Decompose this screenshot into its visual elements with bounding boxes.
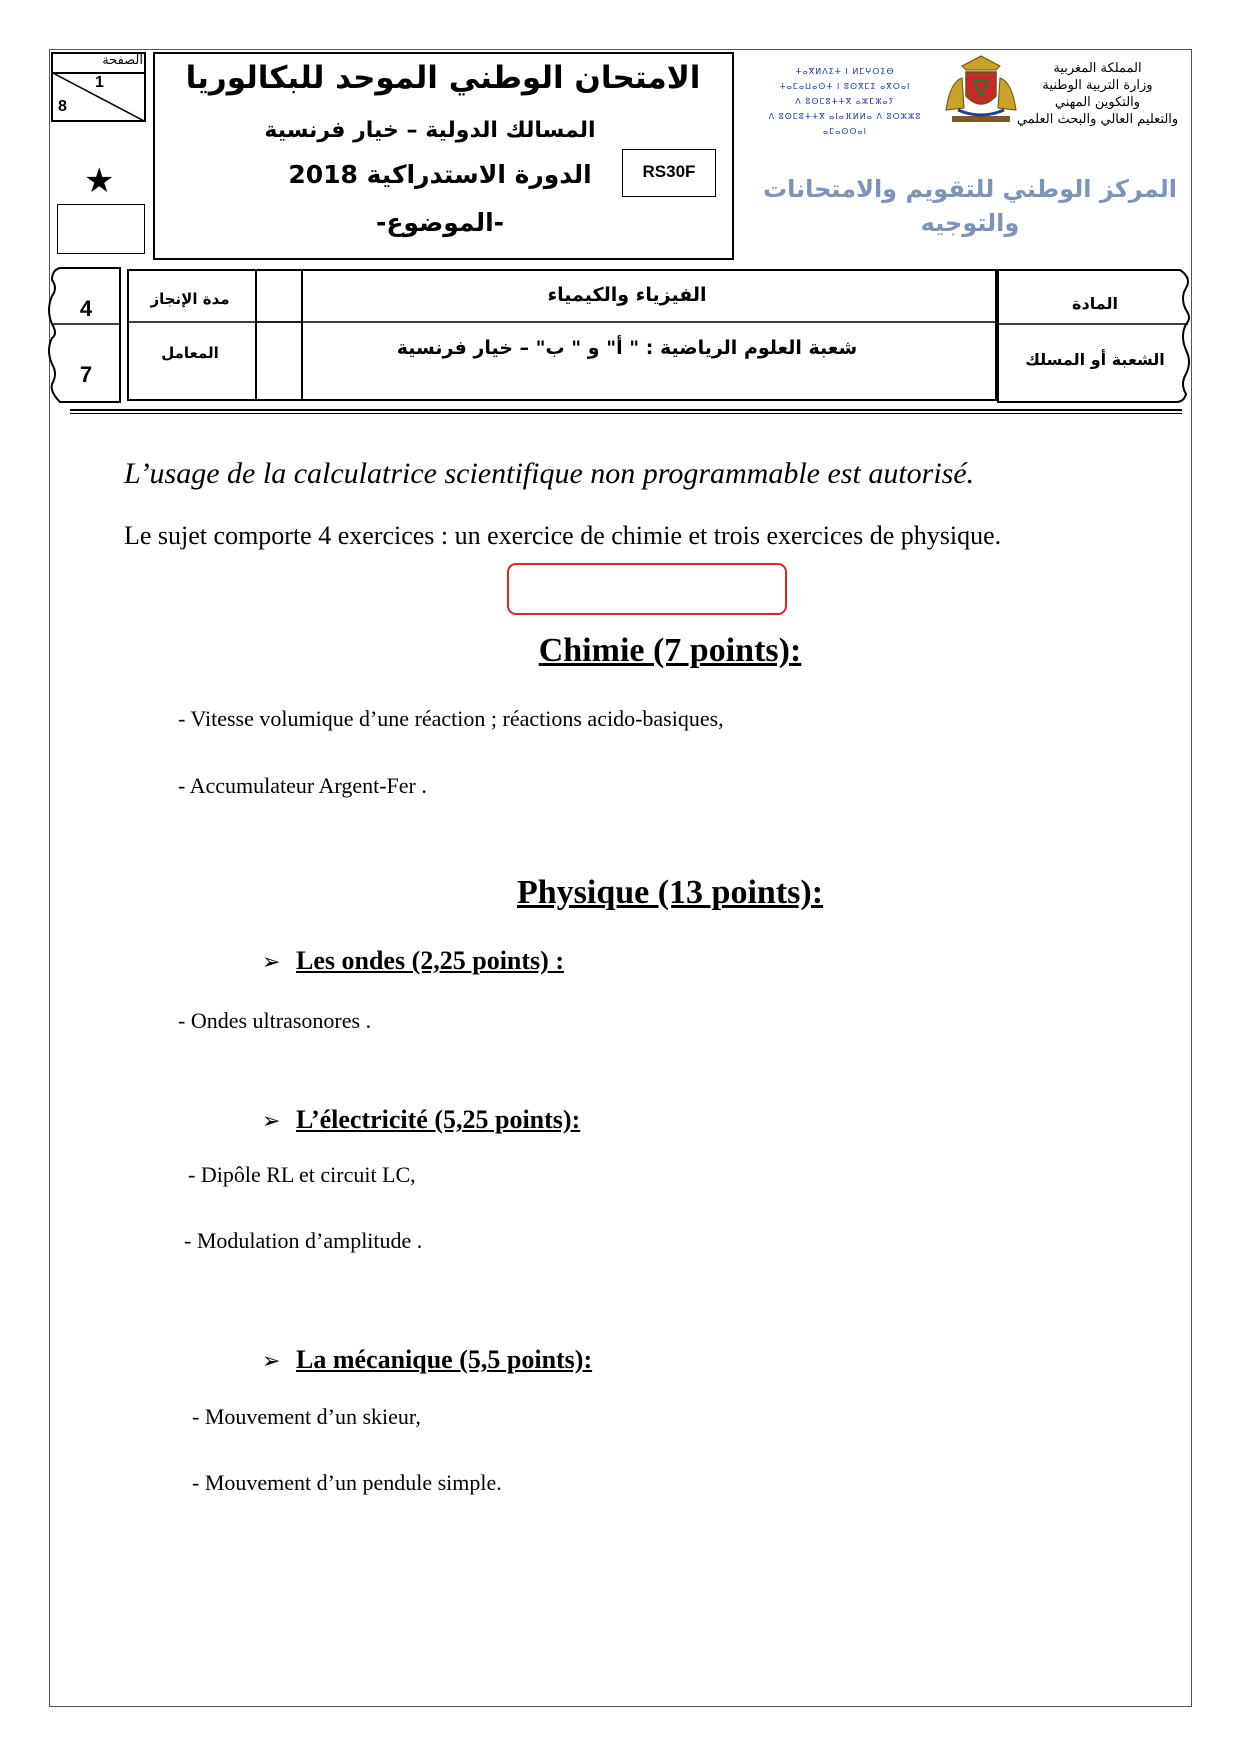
page-current: 1 [95,74,104,91]
center-name-line: والتوجيه [920,209,1020,237]
physique-item: - Modulation d’amplitude . [184,1228,423,1253]
coefficient-label: المعامل [161,344,219,362]
red-highlight-box [507,563,787,615]
ministry-block [1005,60,1190,128]
ministry-line: والتكوين المهني [1054,95,1141,110]
arrow-bullet-icon: ➢ [262,949,281,974]
ministry-line: والتعليم العالي والبحث العلمي [1016,112,1179,127]
physique-section-electricite [262,1105,1062,1135]
physique-item: - Dipôle RL et circuit LC, [188,1162,416,1187]
tifinagh-block [755,64,935,139]
exam-session: الدورة الاستدراكية 2018 [288,160,592,189]
header-rule [70,409,1182,411]
track-label: الشعبة أو المسلك [1025,350,1165,369]
coefficient-value: 7 [79,362,93,387]
physique-section-mecanique [262,1345,1062,1375]
duration-value: 4 [79,296,93,321]
subject-value: الفيزياء والكيمياء [547,284,707,306]
ministry-line: المملكة المغربية [1053,61,1142,76]
physique-section-ondes [262,946,1062,976]
physique-title: Physique (13 points): [516,874,824,911]
physique-item: - Mouvement d’un skieur, [192,1404,421,1429]
header-rule-thin [70,413,1182,414]
tifinagh-line: ⴷ ⵓⵙⵎⵓⵜⵜⴳ ⴰⵣⵎⵣⴰⵢ [795,97,895,106]
tifinagh-line: ⵜⴰⵎⴰⵡⴰⵙⵜ ⵏ ⵓⵙⴳⵎⵉ ⴰⴳⵔⴰⵏ [779,82,911,91]
ministry-line: وزارة التربية الوطنية [1042,78,1153,93]
section-heading: L’électricité (5,25 points): [296,1105,581,1134]
section-heading: La mécanique (5,5 points): [296,1345,593,1374]
exam-title-main: الامتحان الوطني الموحد للبكالوريا [185,60,701,96]
duration-label: مدة الإنجاز [150,290,230,308]
center-name-line: المركز الوطني للتقويم والامتحانات [762,175,1178,203]
exam-track-line: المسالك الدولية – خيار فرنسية [264,118,596,143]
candidate-code-box [57,204,145,254]
arrow-bullet-icon: ➢ [262,1348,281,1373]
exam-code: RS30F [622,149,716,197]
track-value: شعبة العلوم الرياضية : " أ" و " ب" – خيار فرنسية [396,337,858,359]
national-center-name [760,172,1180,240]
section-heading: Les ondes (2,25 points) : [296,946,564,975]
exam-subject-label: -الموضوع- [375,208,505,237]
tifinagh-line: ⴷ ⵓⵙⵎⵓⵜⵜⴳ ⴰⵏⴰⴼⵍⵍⴰ ⴷ ⵓⵔⵣⵣⵓ ⴰⵎⴰⵙⵙⴰⵏ [768,112,922,136]
chimie-title: Chimie (7 points): [538,632,802,669]
page-label: الصفحة [102,53,143,68]
tifinagh-line: ⵜⴰⴳⵍⴷⵉⵜ ⵏ ⵍⵎⵖⵔⵉⴱ [795,67,895,76]
chimie-item: - Accumulateur Argent-Fer . [178,773,427,798]
page-total: 8 [58,98,67,115]
arrow-bullet-icon: ➢ [262,1108,281,1133]
chimie-item: - Vitesse volumique d’une réaction ; réactions acido-basiques, [178,706,724,731]
subject-label: المادة [1072,294,1118,313]
star-icon: ★ [84,161,115,201]
physique-item: - Mouvement d’un pendule simple. [192,1470,502,1495]
subject-summary: Le sujet comporte 4 exercices : un exercice de chimie et trois exercices de physique. [124,521,1002,550]
physique-item: - Ondes ultrasonores . [178,1008,372,1033]
calculator-note: L’usage de la calculatrice scientifique non programmable est autorisé. [124,457,975,490]
